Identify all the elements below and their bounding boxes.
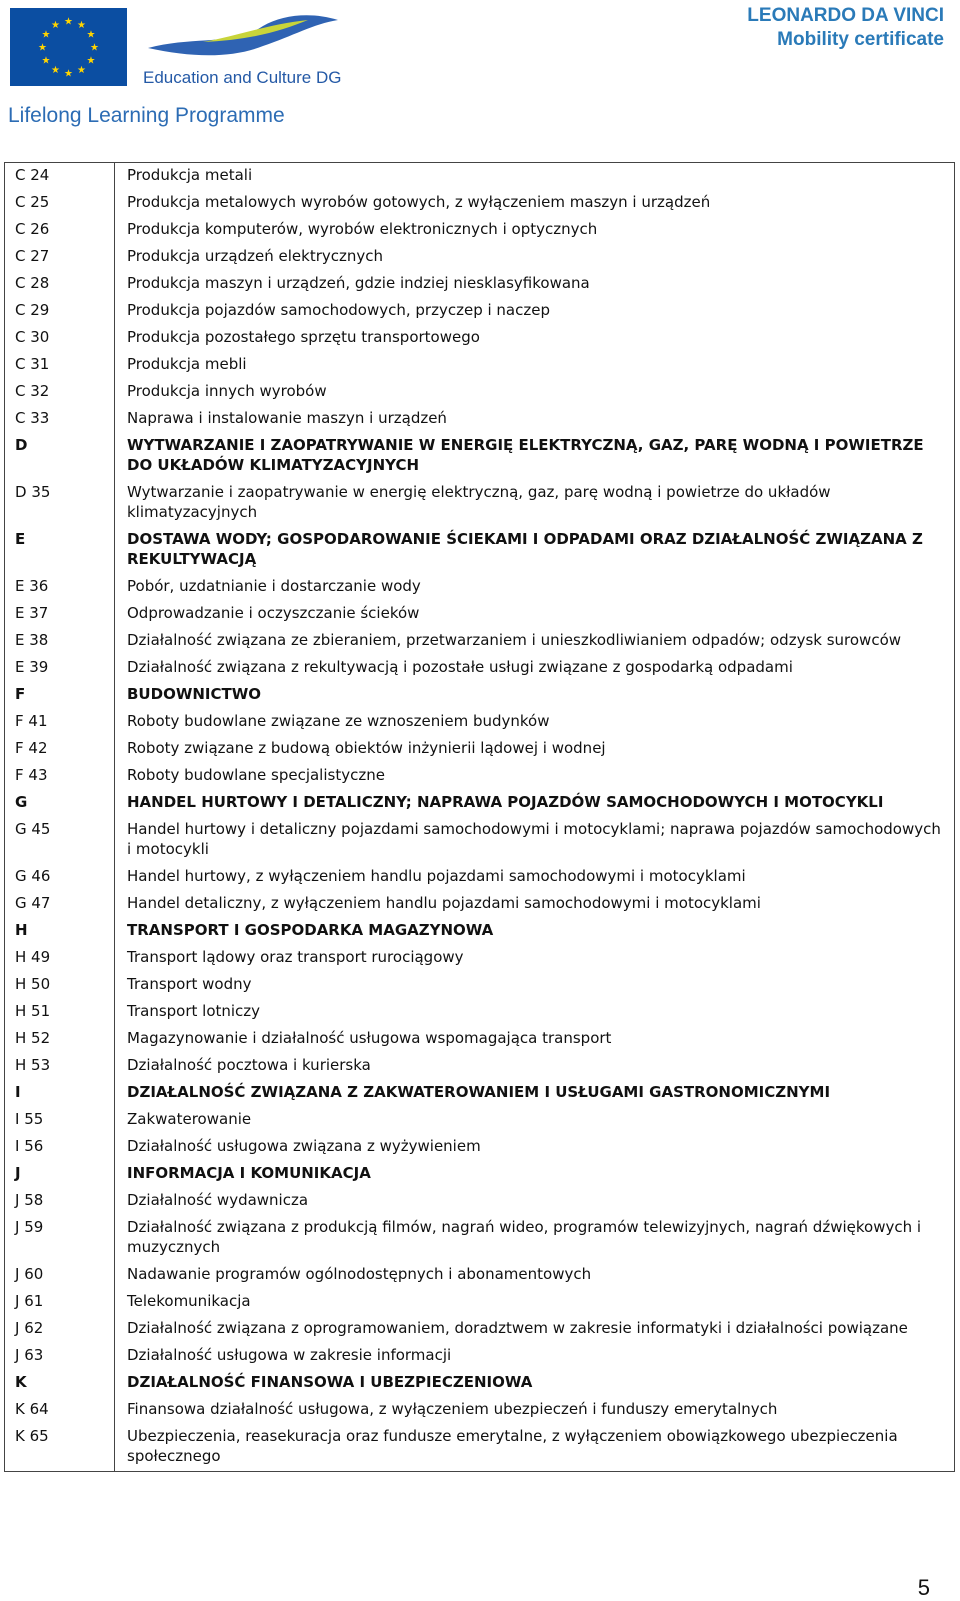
row-description: Roboty związane z budową obiektów inżynierii lądowej i wodnej: [127, 739, 606, 757]
row-code: H 50: [5, 972, 115, 999]
table-section-row: [5, 527, 954, 574]
row-description: DZIAŁALNOŚĆ FINANSOWA I UBEZPIECZENIOWA: [127, 1373, 533, 1391]
table-row: [5, 217, 954, 244]
row-description: Produkcja metalowych wyrobów gotowych, z wyłączeniem maszyn i urządzeń: [127, 193, 711, 211]
table-row: [5, 601, 954, 628]
row-description: Pobór, uzdatnianie i dostarczanie wody: [127, 577, 421, 595]
table-section-row: [5, 1161, 954, 1188]
row-code: C 33: [5, 406, 115, 433]
table-row: [5, 480, 954, 527]
row-code: I: [5, 1080, 115, 1107]
table-row: [5, 1053, 954, 1080]
table-row: [5, 1215, 954, 1262]
row-code: E 36: [5, 574, 115, 601]
eu-star-icon: ★: [77, 19, 86, 31]
row-code: F 42: [5, 736, 115, 763]
row-code: F 41: [5, 709, 115, 736]
eu-star-icon: ★: [86, 29, 96, 41]
eu-star-icon: ★: [64, 68, 73, 80]
table-row: [5, 1343, 954, 1370]
llp-label: Lifelong Learning Programme: [8, 104, 285, 127]
row-description: Produkcja innych wyrobów: [127, 382, 327, 400]
row-description: DZIAŁALNOŚĆ ZWIĄZANA Z ZAKWATEROWANIEM I USŁUGAMI GASTRONOMICZNYMI: [127, 1083, 831, 1101]
programme-title-line1: LEONARDO DA VINCI: [747, 5, 944, 26]
classification-table: [4, 162, 955, 1472]
row-description: Telekomunikacja: [127, 1292, 251, 1310]
table-row: [5, 163, 954, 190]
row-code: D 35: [5, 480, 115, 527]
row-description: Działalność związana z rekultywacją i pozostałe usługi związane z gospodarką odpadami: [127, 658, 793, 676]
row-code: C 31: [5, 352, 115, 379]
table-row: [5, 1424, 954, 1471]
row-code: F: [5, 682, 115, 709]
row-code: E 39: [5, 655, 115, 682]
row-description: INFORMACJA I KOMUNIKACJA: [127, 1164, 371, 1182]
row-code: C 25: [5, 190, 115, 217]
table-row: [5, 379, 954, 406]
eu-star-icon: ★: [51, 19, 60, 31]
table-row: [5, 1262, 954, 1289]
eu-star-icon: ★: [86, 55, 96, 67]
row-description: Ubezpieczenia, reasekuracja oraz fundusze emerytalne, z wyłączeniem obowiązkowego ubezpieczenia społecznego: [127, 1427, 898, 1465]
table-section-row: [5, 790, 954, 817]
table-section-row: [5, 918, 954, 945]
row-description: Naprawa i instalowanie maszyn i urządzeń: [127, 409, 447, 427]
table-row: [5, 999, 954, 1026]
row-description: Handel hurtowy, z wyłączeniem handlu pojazdami samochodowymi i motocyklami: [127, 867, 746, 885]
eu-star-icon: ★: [77, 65, 86, 77]
table-row: [5, 271, 954, 298]
table-row: [5, 244, 954, 271]
row-code: J 58: [5, 1188, 115, 1215]
table-section-row: [5, 682, 954, 709]
row-description: Produkcja urządzeń elektrycznych: [127, 247, 384, 265]
table-row: [5, 736, 954, 763]
row-code: C 29: [5, 298, 115, 325]
row-description: BUDOWNICTWO: [127, 685, 262, 703]
row-description: Roboty budowlane specjalistyczne: [127, 766, 385, 784]
row-code: C 24: [5, 163, 115, 190]
row-code: J 60: [5, 1262, 115, 1289]
row-description: Odprowadzanie i oczyszczanie ścieków: [127, 604, 420, 622]
table-row: [5, 1289, 954, 1316]
row-code: C 26: [5, 217, 115, 244]
row-description: Nadawanie programów ogólnodostępnych i abonamentowych: [127, 1265, 592, 1283]
row-description: Zakwaterowanie: [127, 1110, 252, 1128]
table-row: [5, 972, 954, 999]
row-code: H 53: [5, 1053, 115, 1080]
table-section-row: [5, 1080, 954, 1107]
row-code: J 63: [5, 1343, 115, 1370]
row-description: Wytwarzanie i zaopatrywanie w energię elektryczną, gaz, parę wodną i powietrze do układów klimatyzacyjnych: [127, 483, 831, 521]
row-code: C 32: [5, 379, 115, 406]
table-row: [5, 352, 954, 379]
row-code: C 30: [5, 325, 115, 352]
row-description: Produkcja metali: [127, 166, 253, 184]
table-row: [5, 945, 954, 972]
table-row: [5, 655, 954, 682]
table-row: [5, 763, 954, 790]
table-row: [5, 1188, 954, 1215]
row-description: Transport wodny: [127, 975, 252, 993]
table-row: [5, 1134, 954, 1161]
row-code: J 62: [5, 1316, 115, 1343]
row-code: E: [5, 527, 115, 574]
table-row: [5, 817, 954, 864]
eu-star-icon: ★: [64, 16, 73, 28]
row-code: H 49: [5, 945, 115, 972]
row-description: Produkcja komputerów, wyrobów elektronicznych i optycznych: [127, 220, 598, 238]
programme-title: [747, 4, 944, 52]
row-code: J 61: [5, 1289, 115, 1316]
row-description: WYTWARZANIE I ZAOPATRYWANIE W ENERGIĘ ELEKTRYCZNĄ, GAZ, PARĘ WODNĄ I POWIETRZE DO UKŁADÓW KLIMATYZACYJNYCH: [127, 436, 924, 474]
table-section-row: [5, 433, 954, 480]
eu-star-icon: ★: [90, 42, 99, 54]
row-code: K 64: [5, 1397, 115, 1424]
table-row: [5, 891, 954, 918]
row-code: H 52: [5, 1026, 115, 1053]
table-row: [5, 1316, 954, 1343]
table-row: [5, 298, 954, 325]
row-description: Handel hurtowy i detaliczny pojazdami samochodowymi i motocyklami; naprawa pojazdów samochodowych i motocykli: [127, 820, 941, 858]
row-code: G: [5, 790, 115, 817]
row-description: Produkcja pojazdów samochodowych, przyczep i naczep: [127, 301, 550, 319]
row-description: Transport lądowy oraz transport rurociągowy: [127, 948, 464, 966]
page-number: 5: [917, 1575, 930, 1600]
table-row: [5, 1026, 954, 1053]
row-code: H: [5, 918, 115, 945]
row-code: J: [5, 1161, 115, 1188]
row-code: H 51: [5, 999, 115, 1026]
row-description: Finansowa działalność usługowa, z wyłączeniem ubezpieczeń i funduszy emerytalnych: [127, 1400, 778, 1418]
row-code: J 59: [5, 1215, 115, 1262]
row-code: K 65: [5, 1424, 115, 1471]
table-row: [5, 628, 954, 655]
row-code: G 46: [5, 864, 115, 891]
row-description: Produkcja mebli: [127, 355, 247, 373]
row-description: Działalność wydawnicza: [127, 1191, 309, 1209]
row-description: TRANSPORT I GOSPODARKA MAGAZYNOWA: [127, 921, 494, 939]
row-code: C 28: [5, 271, 115, 298]
row-code: G 45: [5, 817, 115, 864]
dg-label: Education and Culture DG: [143, 68, 342, 87]
row-description: Produkcja pozostałego sprzętu transportowego: [127, 328, 480, 346]
row-code: G 47: [5, 891, 115, 918]
page-header: [0, 0, 960, 150]
row-description: Roboty budowlane związane ze wznoszeniem budynków: [127, 712, 550, 730]
row-description: Działalność usługowa związana z wyżywieniem: [127, 1137, 481, 1155]
programme-title-line2: Mobility certificate: [777, 29, 944, 50]
table-row: [5, 864, 954, 891]
row-code: E 37: [5, 601, 115, 628]
row-code: I 56: [5, 1134, 115, 1161]
row-description: Magazynowanie i działalność usługowa wspomagająca transport: [127, 1029, 612, 1047]
row-description: Handel detaliczny, z wyłączeniem handlu pojazdami samochodowymi i motocyklami: [127, 894, 761, 912]
row-description: Transport lotniczy: [127, 1002, 261, 1020]
table-row: [5, 709, 954, 736]
row-code: D: [5, 433, 115, 480]
row-code: F 43: [5, 763, 115, 790]
row-description: DOSTAWA WODY; GOSPODAROWANIE ŚCIEKAMI I ODPADAMI ORAZ DZIAŁALNOŚĆ ZWIĄZANA Z REKULTYWACJĄ: [127, 530, 923, 568]
row-description: Działalność związana z oprogramowaniem, doradztwem w zakresie informatyki i działalności powiązane: [127, 1319, 908, 1337]
table-row: [5, 325, 954, 352]
eu-star-icon: ★: [51, 65, 60, 77]
row-description: HANDEL HURTOWY I DETALICZNY; NAPRAWA POJAZDÓW SAMOCHODOWYCH I MOTOCYKLI: [127, 793, 884, 811]
table-row: [5, 406, 954, 433]
row-code: K: [5, 1370, 115, 1397]
table-row: [5, 1107, 954, 1134]
row-description: Działalność związana z produkcją filmów, nagrań wideo, programów telewizyjnych, nagrań dźwiękowych i muzycznych: [127, 1218, 922, 1256]
row-description: Działalność pocztowa i kurierska: [127, 1056, 371, 1074]
row-description: Działalność związana ze zbieraniem, przetwarzaniem i unieszkodliwianiem odpadów; odzysk surowców: [127, 631, 902, 649]
eu-star-icon: ★: [41, 55, 51, 67]
row-code: C 27: [5, 244, 115, 271]
eu-star-icon: ★: [38, 42, 47, 54]
table-row: [5, 190, 954, 217]
table-row: [5, 574, 954, 601]
eu-flag-logo: [10, 8, 127, 86]
row-code: E 38: [5, 628, 115, 655]
row-description: Produkcja maszyn i urządzeń, gdzie indziej niesklasyfikowana: [127, 274, 590, 292]
row-code: I 55: [5, 1107, 115, 1134]
table-section-row: [5, 1370, 954, 1397]
eu-star-icon: ★: [41, 29, 51, 41]
table-row: [5, 1397, 954, 1424]
row-description: Działalność usługowa w zakresie informacji: [127, 1346, 452, 1364]
